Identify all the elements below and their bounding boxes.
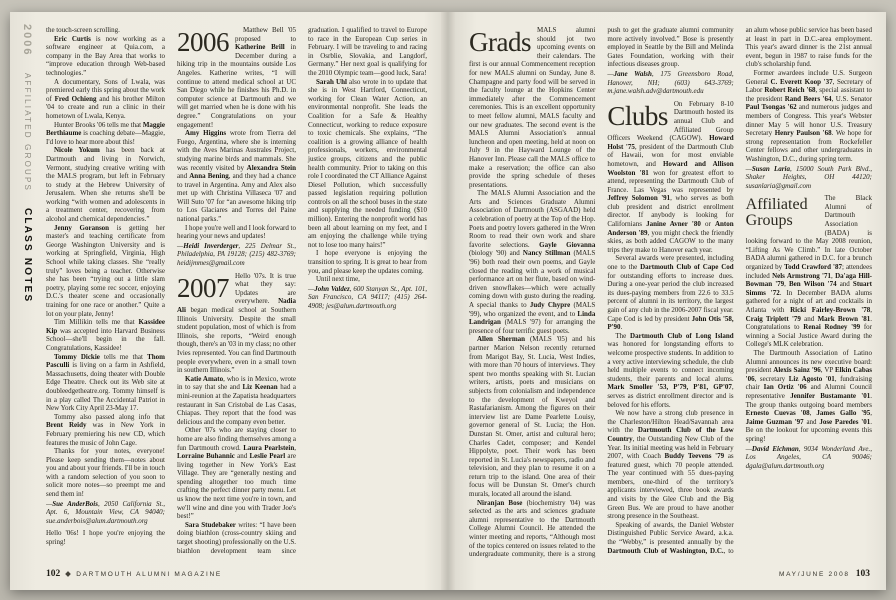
note-paragraph: Until next time, [316, 275, 360, 284]
left-page-footer [46, 569, 222, 579]
note-paragraph: Several awards were presented, including one to the Dartmouth Club of Cape Cod for outstanding efforts to increase dues. During a one-year period the club increased its dues-paying members from 22.6 to 33.5 percent of alumni in its territory, the largest gain of any club in the 2006-2007 fiscal year. Cape Cod is led by president John Otis '58, P'90. [607, 254, 734, 332]
note-paragraph: Hunter Brooks '06 tells me that Maggie Berthiaume is coaching debate—Maggie, I'd love to hear more about this! [46, 120, 165, 146]
secretary-byline: —Jane Walsh, 175 Greensboro Road, Hanover, NH; (603) 643-3769; m.jane.walsh.adv@dartmouth.edu [607, 69, 734, 96]
note-paragraph: Thanks for your notes, everyone! Please keep sending them—notes about you and about your friends. I'll be in touch with a random selection of you soon to solicit more notes—so preempt me and send them in! [46, 447, 165, 499]
note-paragraph: Other '07s who are staying closer to home are also finding themselves among a fun Dartmouth crowd. Laura Pearlstein, Lorraine Buhannic and Leslie Pearl are living together in New York's East Village. They are “generally nesting and spending altogether too much time crafting the perfect dinner party menu. Let us know the next time you're in town, and we'll wine and dine you with Trader Joe's best!” [177, 426, 296, 521]
page-left [10, 12, 441, 590]
right-page-footer [779, 569, 870, 579]
left-page-columns [46, 26, 427, 560]
note-paragraph: Sarah Uhl also wrote in to update that she is in West Hartford, Connecticut, working for Clean Water Action, an environmental nonprofit. She leads the Coalition for a Safe & Healthy Connecticut, working to reduce exposure to toxic chemicals. She explains, “The coalition is a growing alliance of health professionals, workers, environmental justice groups, citizens and the public health community. Prior to taking on this role I coordinated the CT Alliance Against Diesel Pollution, which successfully passed legislation requiring pollution controls on all the school buses in the state and supplying the needed funding ($10 million). Entering the nonprofit world has been all about learning on my feet, and I am enjoying the challenge while trying not to lose too many hairs!” [308, 77, 427, 249]
note-paragraph: The Dartmouth Association of Latino Alumni announces its new executive board: president Alexis Sainz '96, VP Elkin Cabas '06, secretary Liz Agosto '01, fundraising chair Ian Ortiz '06 and Alumni Council representative Jennifer Bustamante '01. The group thanks outgoing board members Ernesto Cuevas '08, James Gallo '95, Jaime Guzman '97 and Jose Paredes '01. Be on the lookout for upcoming events this spring! [745, 348, 872, 443]
note-paragraph: Katie Amato, who is in Mexico, wrote in to say that she and Liz Keenan had a mini-reunion at the Zapatista headquarters restaurant in San Cristobal de Las Casas, Chiapas. They report that the food was delicious and the company even better. [177, 374, 296, 426]
note-paragraph: Hello '06s! I hope you're enjoying the spring! [46, 529, 165, 547]
note-paragraph: Matthew Bell '05 proposed to Katherine Brill in December during a hiking trip in the mountains outside Los Angeles. Katherine writes, “I will continue to attend medical school at UC San Diego while he finishes his Ph.D. in computer science at Dartmouth and we will get married when he is done with his degree.” Congratulations on your engagement! [177, 26, 296, 129]
note-paragraph: Tim Millikin tells me that Kassidee Kip was accepted into Harvard Business School—she'll begin in the fall. Congratulations, Kassidee! [46, 318, 165, 352]
note-paragraph: We now have a strong club presence in the Charleston/Hilton Head/Savannah area with the Dartmouth Club of the Low Country, the Outstanding New Club of the Year. Its initial meeting was held in February 2007, with Coach Buddy Teevens '79 as featured guest, which 70 people attended. The year continued with 55 dues-paying members, one-third of the territory's applicants interviewed, three book awards and visits by the Glee Club and the Big Green Bus. We are proud to have another strong presence in the Southeast. [607, 409, 734, 521]
left-page-number: 102 [46, 569, 61, 579]
note-paragraph: Eric Curtis is now working as a software engineer at Quia.com, a company in the Bay Area that works to “improve education through Web-based technologies.” [46, 34, 165, 77]
note-paragraph: Former awardees include U.S. Surgeon General C. Everett Koop '37, Secretary of Labor Robert Reich '68, special assistant to the president Rand Beers '64, U.S. Senator Paul Tsongas '62 and numerous judges and members of Congress. This year's Webster dinner May 5 will honor U.S. Treasury Secretary Henry Paulson '68. We hope for strong representation from Rockefeller Center fellows and other undergraduates in Washington, D.C., during spring term. [745, 68, 872, 163]
sidebar-groups-label: AFFILIATED GROUPS [23, 72, 32, 192]
section-heading-2007: 2007 [177, 272, 229, 303]
section-heading-grads: Grads [469, 27, 531, 57]
right-page-columns [469, 26, 872, 560]
note-paragraph: I hope everyone is enjoying the transition to spring. It is great to hear from you, and please keep the updates coming. [308, 249, 427, 275]
sidebar-year-label: 2006 [21, 24, 33, 57]
issue-date: MAY/JUNE 2008 [779, 570, 850, 578]
note-paragraph: MALS alumni should jot two upcoming events on their calendars. The first is our annual Commencement reception for new MALS alumni on Sunday, June 8. Champagne and party food will be served in the faculty lounge at the Hopkins Center immediately after the Commencement ceremonies. This is an excellent opportunity to meet fellow alumni, MALS faculty and our new graduates. The second event is the MALS Alumni Association's annual luncheon and open meeting, held at noon on July 9 in the Hayward Lounge of the Hanover Inn. Please call the MALS office to make a reservation; the office can also provide the spring schedule of theses presentations. [469, 26, 596, 189]
secretary-byline: —Susan Laria, 15000 South Park Blvd., Shaker Heights, OH 44120; susanlaria@gmail.com [745, 164, 872, 190]
note-paragraph: Allen Sherman (MALS '05) and his partner Marion Nelson recently returned from Marigot Bay, St. Lucia, West Indies, with more than 70 hours of interviews. They spent two months speaking with St. Lucian writers, artists, poets and musicians on subjects from colonialism and independence to the development of Kweyol and Rastafarianism. Among the figures on their interview list are Dame Pearlette Louisy, governor general of St. Lucia; the Hon. Dunstan St. Omer, artist and cultural hero; Charles Cadet, composer; and Kendel Hippolyte, poet. Their work has been reported in St. Lucia's newspapers, radio and television, and they plan to resume it on a return trip to the island. One area of their focus will be Dunstan St. Omer's church murals, located all around the island. [469, 335, 596, 499]
note-paragraph: the touch-screen scrolling. [46, 26, 120, 34]
note-paragraph: Jenny Goranson is getting her master's and teaching certificate from George Washington University and is working at Springfield, Virginia, High School while taking classes. She “really truly” loves being a teacher. Otherwise she has been “trying out a little slam poetry, playing some rec soccer, enjoying D.C.'s theater scene and occasionally training for one race or another.” Quite a lot on your plate, Jenny! [46, 223, 165, 318]
page-gutter [441, 12, 455, 590]
note-paragraph: Niranjan Bose (biochemistry '04) was selected as the arts and sciences graduate alumni representative to the Dartmouth College Alumni Council. He attended the winter meeting and reports, “Although most of the topics centered on issues related to the undergraduate community, there is a strong push to get the graduate alumni community more actively involved.” Bose is presently employed in Seattle by the Bill and Melinda Gates Foundation, working with their infectious diseases group. [469, 26, 734, 559]
section-heading-clubs: Clubs [607, 100, 668, 131]
page-right [455, 12, 886, 590]
note-paragraph: Amy Higgins wrote from Tierra del Fuego, Argentina, where she is interning with the Aves Marinas Australes Project, studying marine birds and mammals. She was recently visited by Alexandra Stein and Anna Bening, and they had a chance to travel in Argentina. Amy and Alex also met up with Christina Villaseca '07 and Will Suto '07 for “an awesome hiking trip to Los Glaciares and Torres del Paine national parks.” [177, 129, 296, 224]
secretary-byline: —John Valdez, 600 Stanyan St., Apt. 101, San Francisco, CA 94117; (415) 264-4908; jes@alum.dartmouth.org [308, 284, 427, 310]
note-paragraph: A documentary, Sons of Lwala, was premiered early this spring about the work of Fred Ochieng and his brother Milton '04 to create and run a clinic in their hometown of Lwala, Kenya. [46, 77, 165, 120]
note-paragraph: Tommy also passed along info that Brent Reidy was in New York in February premiering his new CD, which features the music of John Cage. [46, 412, 165, 447]
note-paragraph: Speaking of awards, the Daniel Webster Distinguished Public Service Award, a.k.a. the “Webby,” is presented annually by the Dartmouth Club of Washington, D.C., to an alum whose public service has been based at least in part in D.C.-area employment. This year's award dinner is the 21st annual event, begun in 1987 to raise funds for the club's scholarship fund. [607, 26, 872, 555]
footer-ornament-icon [65, 571, 71, 577]
sidebar-tab [18, 24, 36, 464]
magazine-title: DARTMOUTH ALUMNI MAGAZINE [76, 570, 222, 578]
note-paragraph: Tommy Dickie tells me that Thom Pasculli is living on a farm in Ashfield, Massachusetts, doing theater with Double Edge Theatre. Check out its Web site at doubleedgetheatre.org. Tommy himself is in a play called The Accidental Patriot in New York City April 23-May 17. [46, 352, 165, 413]
note-paragraph: The Dartmouth Club of Long Island was honored for longstanding efforts to welcome prospective students. In addition to a very active interviewing schedule, the club held multiple events to connect incoming students, their parents and local alums. Mark Smoller '53, P'79, P'81, GP'07, serves as district enrollment director and is beloved for his efforts. [607, 331, 734, 409]
secretary-byline: —Sue AnderBois, 2050 California St., Apt. 6, Mountain View, CA 94040; sue.anderbois@alum.dartmouth.org [46, 499, 165, 525]
secretary-byline: —David Eichman, 9034 Wonderland Ave., Los Angeles, CA 90046; dgala@alum.dartmouth.org [745, 444, 872, 470]
section-heading-2006: 2006 [177, 27, 229, 57]
note-paragraph: Sara Studebaker writes: “I have been doing biathlon (cross-country skiing and target shooting) professionally on the U.S. biathlon development team since graduation. I qualified to travel to Europe to race in the European Cup series in February. I will be traveling to and racing in Osrblie, Slovakia, and Langdorf, Germany.” Her next goal is qualifying for the 2010 Olympic team—good luck, Sara! [177, 26, 427, 555]
note-paragraph: The MALS Alumni Association and the Arts and Sciences Graduate Alumni Association of Dartmouth (ASGAAD) held a celebration of poetry at the Top of the Hop. Poets and poetry lovers gathered in the Wren Room to read their own work and share favorite selections. Gayle Giovanna (biology '90) and Nancy Stillman (MALS '96) both read their own poems, and Gayle closed the reading with a work of musical performance art on her flute, based on wind-driven snowflakes—which were actually coming down with gusto during the reading. A special thanks to Judy Chypre (MALS '99), who organized the event, and to Linda Landrigan (MALS '97) for arranging the presence of four terrific guest poets. [469, 189, 596, 335]
note-paragraph: I hope you're well and I look forward to hearing your news and updates! [177, 223, 296, 241]
two-page-spread [10, 12, 886, 590]
note-paragraph: Nicole Yokum has been back at Dartmouth and living in Norwich, Vermont, studying creative writing with the MALS program, but left in February to study at the Hebrew University of Jerusalem. When she returns she'll be working “with women and adolescents in a treatment center, recovering from alcohol and chemical dependencies.” [46, 146, 165, 224]
right-page-number: 103 [855, 569, 870, 579]
secretary-byline: —Heidi Inverderger, 225 Delmar St., Philadelphia, PA 19128; (215) 482-3769; heidijmmes@gmail.com [177, 241, 297, 268]
note-paragraph: Hello '07s. It is true what they say: Updates are everywhere. Nadia Ali began medical school at Southern Illinois University. Despite the small student population, most of which is from Illinois, she reports, “Weird enough though, there's an '03 in my class; no other Ivies represented. You can find Dartmouth people everywhere, even in a small town in southern Illinois.” [177, 271, 296, 375]
note-paragraph: The Black Alumni of Dartmouth Association (BADA) is looking forward to the May 2008 reunion, “Lifting As We Climb.” In late October BADA alumni gathered in D.C. for a brunch organized by Todd Crawford '87; attendees included Nels Armstrong '71, Da'aga Hill-Bowman '79, Ben Wilson '74 and Stuart Simms '72. In December BADA alums gathered for a night of art and cocktails in Atlanta with Ricki Fairley-Brown '78, Craig Triplett '79 and Mark Brown '81. Congratulations to Renai Rodney '99 for winning a Social Justice Award during the College's MLK celebration. [745, 194, 872, 349]
section-heading-affiliated-groups: Affiliated Groups [745, 196, 808, 230]
note-paragraph: On February 8-10 Dartmouth hosted its annual Club and Affiliated Group Officers Weekend (CAGOW). Howard Holst '75, president of the Dartmouth Club of Hawaii, won for most enviable hometown, and Howard and Allison Woolston '81 won for greatest effort to attend, representing the Dartmouth Club of France. Las Vegas was represented by Jeffrey Solomon '91, who serves as both club president and district enrollment director. If anybody is looking for Californians Janine Avner '80 or Anton Anderson '89, you might check the friendly skies, as both added CAGOW to the many trips they make to Hanover each year. [607, 99, 734, 254]
sidebar-section-label: CLASS NOTES [22, 208, 33, 304]
